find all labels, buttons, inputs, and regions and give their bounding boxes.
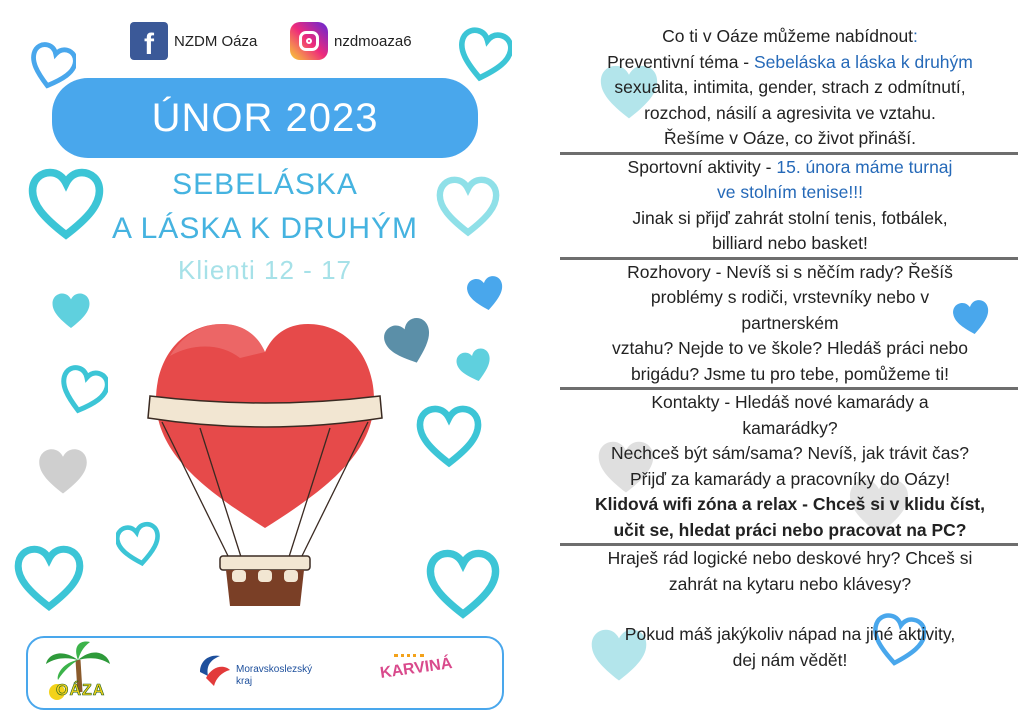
s6-line1: Hraješ rád logické nebo deskové hry? Chceš si — [607, 548, 973, 568]
region-logo-text-line1: Moravskoslezský — [236, 664, 313, 675]
facebook-icon: f — [130, 22, 168, 60]
s3-line5: brigádu? Jsme tu pro tebe, pomůžeme ti! — [630, 363, 950, 384]
s4-line3: Nechceš být sám/sama? Nevíš, jak trávit čas? — [611, 443, 969, 463]
s5-line2: učit se, hledat práci nebo pracovat na PC? — [613, 519, 967, 540]
s3-label: Rozhovory - — [627, 261, 727, 282]
hot-air-balloon — [140, 318, 390, 610]
closing-line2: dej nám vědět! — [732, 649, 848, 670]
heart-icon — [28, 168, 104, 244]
heart-icon — [36, 444, 90, 502]
s1-line3: rozchod, násilí a agresivita ve vztahu. — [644, 102, 936, 123]
s3-line3: partnerském — [741, 312, 839, 333]
facebook-label: NZDM Oáza — [174, 32, 258, 50]
offer-heading: Co ti v Oáze můžeme nabídnout — [662, 26, 914, 46]
heart-icon — [50, 290, 92, 334]
closing-line1: Pokud máš jakýkoliv nápad na jiné aktivity, — [624, 624, 956, 644]
instagram-link[interactable] — [290, 22, 412, 60]
offer-column — [555, 24, 1024, 673]
s5-line1: Klidová wifi zóna a relax - Chceš si v klidu číst, — [595, 494, 985, 514]
offer-heading-colon: : — [913, 26, 918, 46]
oaza-logo-text: OÁZA — [56, 682, 106, 699]
theme-title-line1: SEBELÁSKA — [172, 168, 358, 201]
s2-event-a: 15. února máme turnaj — [776, 156, 953, 177]
city-logo: KARVINÁ — [379, 655, 454, 682]
s4-line2: kamarádky? — [742, 417, 838, 438]
s2-event-b: ve stolním tenise!!! — [717, 182, 863, 202]
s1-topic: Sebeláska a láska k druhým — [754, 51, 973, 72]
heart-icon — [58, 362, 108, 422]
s2-line4: billiard nebo basket! — [712, 233, 868, 253]
s4-line4: Přijď za kamarády a pracovníky do Oázy! — [629, 468, 951, 489]
region-logo — [198, 652, 232, 690]
heart-icon — [456, 22, 512, 92]
region-logo-text-line2: kraj — [236, 676, 253, 687]
s4-label: Kontakty - — [651, 392, 736, 412]
month-banner: ÚNOR 2023 — [52, 78, 478, 158]
heart-icon — [456, 345, 494, 389]
heart-icon — [28, 38, 76, 98]
theme-title-line2: A LÁSKA K DRUHÝM — [111, 212, 419, 245]
instagram-label: nzdmoaza6 — [334, 32, 412, 50]
heart-icon — [416, 400, 482, 476]
s4-line1: Hledáš nové kamarády a — [735, 392, 929, 412]
city-logo-dots — [394, 654, 424, 663]
s6-line2: zahrát na kytaru nebo klávesy? — [668, 573, 912, 594]
s2-label: Sportovní aktivity - — [627, 156, 777, 177]
s1-label: Preventivní téma - — [607, 51, 754, 72]
s3-line4: vztahu? Nejde to ve škole? Hledáš práci nebo — [611, 338, 969, 358]
s1-line2: sexualita, intimita, gender, strach z odmítnutí, — [614, 77, 966, 97]
heart-icon — [426, 548, 500, 624]
s3-line2: problémy s rodiči, vrstevníky nebo v — [650, 287, 930, 307]
s3-line1: Nevíš si s něčím rady? Řešíš — [726, 261, 953, 282]
heart-icon — [14, 540, 84, 620]
heart-icon — [384, 316, 436, 372]
instagram-icon — [290, 22, 328, 60]
facebook-link[interactable] — [130, 22, 257, 60]
s2-line3: Jinak si přijď zahrát stolní tenis, fotbálek, — [632, 207, 948, 228]
heart-icon — [436, 172, 500, 244]
clients-age-label: Klienti 12 - 17 — [178, 255, 352, 285]
heart-icon — [466, 270, 506, 320]
s1-line4: Řešíme v Oáze, co život přináší. — [664, 128, 916, 148]
partner-logos-box — [26, 636, 504, 710]
